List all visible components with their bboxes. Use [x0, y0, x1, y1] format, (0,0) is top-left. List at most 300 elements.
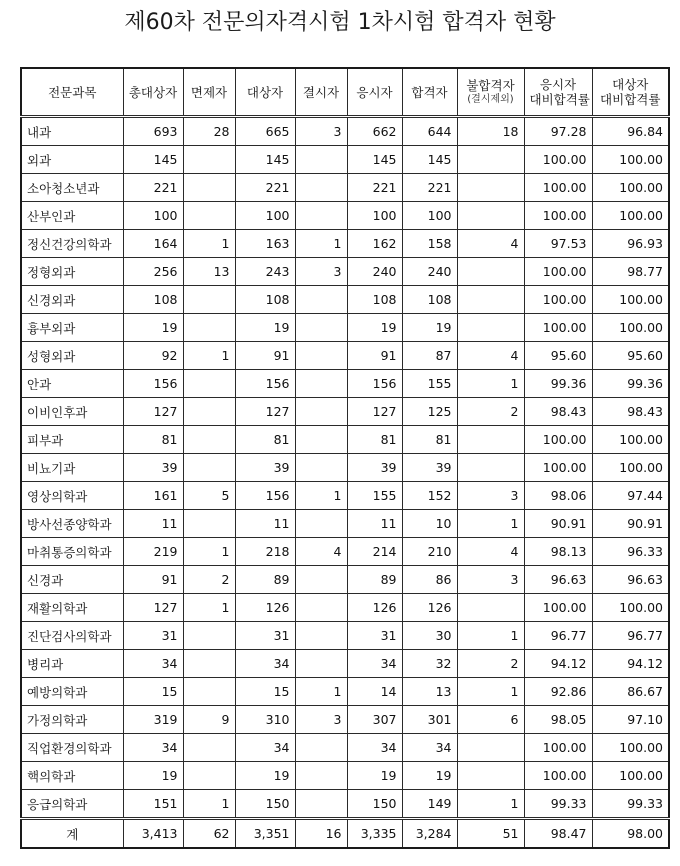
cell-rate-target: 100.00	[592, 454, 669, 482]
cell-rate-examinee: 100.00	[524, 454, 592, 482]
cell-passed: 644	[402, 117, 457, 146]
cell-exempt	[183, 286, 235, 314]
table-row	[21, 566, 669, 594]
totals-passed: 3,284	[402, 819, 457, 849]
cell-passed: 210	[402, 538, 457, 566]
cell-rate-target: 97.44	[592, 482, 669, 510]
cell-rate-examinee: 98.43	[524, 398, 592, 426]
cell-passed: 86	[402, 566, 457, 594]
cell-passed: 81	[402, 426, 457, 454]
table-row	[21, 678, 669, 706]
cell-failed: 4	[457, 538, 524, 566]
cell-specialty: 진단검사의학과	[21, 622, 123, 650]
cell-passed: 30	[402, 622, 457, 650]
cell-exempt: 9	[183, 706, 235, 734]
cell-failed: 3	[457, 566, 524, 594]
cell-examinees: 150	[347, 790, 402, 819]
totals-absent: 16	[295, 819, 347, 849]
cell-examinees: 91	[347, 342, 402, 370]
cell-specialty: 가정의학과	[21, 706, 123, 734]
header-examinees: 응시자	[347, 68, 402, 117]
table-row	[21, 202, 669, 230]
cell-passed: 240	[402, 258, 457, 286]
cell-examinees: 127	[347, 398, 402, 426]
cell-rate-examinee: 97.28	[524, 117, 592, 146]
cell-rate-target: 100.00	[592, 202, 669, 230]
cell-passed: 145	[402, 146, 457, 174]
cell-absent: 3	[295, 258, 347, 286]
cell-absent	[295, 426, 347, 454]
cell-total-target: 161	[123, 482, 183, 510]
header-rate-examinee-line1: 응시자	[539, 77, 577, 92]
cell-total-target: 81	[123, 426, 183, 454]
cell-rate-target: 86.67	[592, 678, 669, 706]
cell-target: 156	[235, 370, 295, 398]
cell-rate-examinee: 97.53	[524, 230, 592, 258]
cell-absent	[295, 510, 347, 538]
header-failed-note: (결시제외)	[467, 94, 514, 105]
cell-absent	[295, 174, 347, 202]
cell-failed	[457, 174, 524, 202]
totals-rate-examinee: 98.47	[524, 819, 592, 849]
cell-specialty: 정형외과	[21, 258, 123, 286]
cell-passed: 100	[402, 202, 457, 230]
cell-exempt	[183, 510, 235, 538]
header-exempt: 면제자	[183, 68, 235, 117]
cell-target: 221	[235, 174, 295, 202]
cell-rate-target: 96.93	[592, 230, 669, 258]
cell-absent	[295, 650, 347, 678]
cell-exempt: 28	[183, 117, 235, 146]
cell-exempt: 1	[183, 594, 235, 622]
cell-examinees: 108	[347, 286, 402, 314]
header-row	[21, 68, 669, 117]
cell-target: 243	[235, 258, 295, 286]
cell-absent	[295, 370, 347, 398]
cell-absent	[295, 454, 347, 482]
cell-exempt	[183, 314, 235, 342]
header-rate-examinee	[524, 68, 592, 117]
table-row	[21, 426, 669, 454]
cell-specialty: 성형외과	[21, 342, 123, 370]
cell-failed: 6	[457, 706, 524, 734]
cell-passed: 301	[402, 706, 457, 734]
cell-rate-target: 95.60	[592, 342, 669, 370]
cell-rate-target: 96.33	[592, 538, 669, 566]
cell-absent	[295, 762, 347, 790]
cell-target: 126	[235, 594, 295, 622]
cell-absent: 3	[295, 117, 347, 146]
totals-target: 3,351	[235, 819, 295, 849]
cell-passed: 34	[402, 734, 457, 762]
cell-target: 310	[235, 706, 295, 734]
cell-target: 100	[235, 202, 295, 230]
cell-exempt	[183, 650, 235, 678]
totals-rate-target: 98.00	[592, 819, 669, 849]
table-row	[21, 370, 669, 398]
totals-total-target: 3,413	[123, 819, 183, 849]
cell-examinees: 156	[347, 370, 402, 398]
totals-row	[21, 819, 669, 849]
cell-target: 218	[235, 538, 295, 566]
cell-rate-target: 100.00	[592, 426, 669, 454]
cell-failed: 2	[457, 650, 524, 678]
cell-rate-examinee: 96.63	[524, 566, 592, 594]
cell-failed	[457, 426, 524, 454]
cell-total-target: 39	[123, 454, 183, 482]
cell-total-target: 127	[123, 594, 183, 622]
results-table	[20, 67, 670, 849]
cell-total-target: 156	[123, 370, 183, 398]
cell-rate-target: 98.77	[592, 258, 669, 286]
cell-specialty: 방사선종양학과	[21, 510, 123, 538]
cell-target: 19	[235, 762, 295, 790]
table-body	[21, 117, 669, 819]
cell-examinees: 155	[347, 482, 402, 510]
cell-target: 127	[235, 398, 295, 426]
table-row	[21, 117, 669, 146]
cell-rate-examinee: 100.00	[524, 286, 592, 314]
cell-rate-target: 100.00	[592, 314, 669, 342]
cell-examinees: 14	[347, 678, 402, 706]
header-rate-target-line2: 대비합격률	[600, 92, 661, 107]
cell-target: 39	[235, 454, 295, 482]
table-row	[21, 538, 669, 566]
table-row	[21, 706, 669, 734]
table-row	[21, 482, 669, 510]
cell-exempt: 1	[183, 790, 235, 819]
cell-rate-examinee: 98.06	[524, 482, 592, 510]
cell-passed: 87	[402, 342, 457, 370]
cell-total-target: 34	[123, 650, 183, 678]
cell-target: 156	[235, 482, 295, 510]
cell-passed: 158	[402, 230, 457, 258]
cell-specialty: 예방의학과	[21, 678, 123, 706]
cell-examinees: 307	[347, 706, 402, 734]
cell-target: 145	[235, 146, 295, 174]
table-row	[21, 454, 669, 482]
cell-rate-target: 96.77	[592, 622, 669, 650]
table-row	[21, 230, 669, 258]
cell-failed	[457, 202, 524, 230]
cell-failed	[457, 314, 524, 342]
cell-rate-examinee: 90.91	[524, 510, 592, 538]
cell-total-target: 127	[123, 398, 183, 426]
cell-specialty: 재활의학과	[21, 594, 123, 622]
cell-rate-examinee: 100.00	[524, 762, 592, 790]
cell-total-target: 11	[123, 510, 183, 538]
table-row	[21, 790, 669, 819]
cell-total-target: 15	[123, 678, 183, 706]
cell-specialty: 신경외과	[21, 286, 123, 314]
cell-total-target: 31	[123, 622, 183, 650]
cell-failed: 4	[457, 230, 524, 258]
cell-failed: 3	[457, 482, 524, 510]
header-rate-target-line1: 대상자	[612, 77, 649, 92]
cell-passed: 39	[402, 454, 457, 482]
cell-total-target: 100	[123, 202, 183, 230]
header-rate-examinee-line2: 대비합격률	[529, 92, 590, 107]
cell-specialty: 흉부외과	[21, 314, 123, 342]
cell-absent	[295, 622, 347, 650]
cell-rate-examinee: 100.00	[524, 314, 592, 342]
table-row	[21, 146, 669, 174]
cell-examinees: 662	[347, 117, 402, 146]
cell-rate-target: 98.43	[592, 398, 669, 426]
cell-absent: 1	[295, 230, 347, 258]
cell-rate-target: 100.00	[592, 146, 669, 174]
cell-total-target: 219	[123, 538, 183, 566]
cell-failed: 1	[457, 790, 524, 819]
cell-examinees: 126	[347, 594, 402, 622]
cell-absent	[295, 146, 347, 174]
cell-absent: 4	[295, 538, 347, 566]
totals-label: 계	[21, 819, 123, 849]
cell-exempt: 5	[183, 482, 235, 510]
cell-passed: 19	[402, 762, 457, 790]
cell-rate-examinee: 100.00	[524, 734, 592, 762]
cell-passed: 155	[402, 370, 457, 398]
header-target: 대상자	[235, 68, 295, 117]
cell-specialty: 영상의학과	[21, 482, 123, 510]
header-failed-label: 불합격자	[466, 78, 515, 93]
cell-failed: 18	[457, 117, 524, 146]
cell-total-target: 34	[123, 734, 183, 762]
cell-exempt: 1	[183, 230, 235, 258]
cell-rate-examinee: 99.33	[524, 790, 592, 819]
header-total-target: 총대상자	[123, 68, 183, 117]
cell-total-target: 164	[123, 230, 183, 258]
cell-rate-target: 99.36	[592, 370, 669, 398]
totals-failed: 51	[457, 819, 524, 849]
cell-rate-examinee: 100.00	[524, 174, 592, 202]
cell-passed: 10	[402, 510, 457, 538]
table-row	[21, 622, 669, 650]
cell-target: 15	[235, 678, 295, 706]
cell-failed	[457, 286, 524, 314]
cell-absent: 1	[295, 678, 347, 706]
cell-rate-examinee: 100.00	[524, 594, 592, 622]
cell-absent	[295, 286, 347, 314]
cell-rate-examinee: 100.00	[524, 146, 592, 174]
cell-rate-target: 94.12	[592, 650, 669, 678]
cell-examinees: 162	[347, 230, 402, 258]
cell-target: 11	[235, 510, 295, 538]
cell-rate-examinee: 100.00	[524, 202, 592, 230]
table-row	[21, 594, 669, 622]
cell-failed: 4	[457, 342, 524, 370]
cell-exempt	[183, 426, 235, 454]
cell-examinees: 214	[347, 538, 402, 566]
cell-target: 19	[235, 314, 295, 342]
cell-specialty: 안과	[21, 370, 123, 398]
cell-total-target: 19	[123, 762, 183, 790]
cell-absent	[295, 314, 347, 342]
totals-examinees: 3,335	[347, 819, 402, 849]
cell-exempt	[183, 622, 235, 650]
cell-passed: 149	[402, 790, 457, 819]
cell-absent	[295, 566, 347, 594]
cell-specialty: 이비인후과	[21, 398, 123, 426]
cell-failed: 1	[457, 622, 524, 650]
cell-specialty: 직업환경의학과	[21, 734, 123, 762]
cell-rate-examinee: 100.00	[524, 426, 592, 454]
cell-exempt	[183, 398, 235, 426]
cell-total-target: 108	[123, 286, 183, 314]
cell-rate-target: 96.63	[592, 566, 669, 594]
table-row	[21, 342, 669, 370]
cell-target: 31	[235, 622, 295, 650]
cell-exempt	[183, 202, 235, 230]
cell-examinees: 31	[347, 622, 402, 650]
cell-absent	[295, 734, 347, 762]
cell-specialty: 핵의학과	[21, 762, 123, 790]
cell-passed: 108	[402, 286, 457, 314]
cell-exempt	[183, 174, 235, 202]
cell-failed	[457, 762, 524, 790]
cell-examinees: 100	[347, 202, 402, 230]
cell-failed: 2	[457, 398, 524, 426]
header-failed	[457, 68, 524, 117]
header-passed: 합격자	[402, 68, 457, 117]
cell-passed: 152	[402, 482, 457, 510]
cell-rate-target: 100.00	[592, 734, 669, 762]
header-rate-target	[592, 68, 669, 117]
cell-examinees: 145	[347, 146, 402, 174]
table-row	[21, 650, 669, 678]
table-row	[21, 510, 669, 538]
cell-total-target: 91	[123, 566, 183, 594]
cell-rate-examinee: 92.86	[524, 678, 592, 706]
cell-specialty: 내과	[21, 117, 123, 146]
header-specialty: 전문과목	[21, 68, 123, 117]
table-row	[21, 174, 669, 202]
cell-examinees: 89	[347, 566, 402, 594]
cell-rate-examinee: 100.00	[524, 258, 592, 286]
cell-examinees: 39	[347, 454, 402, 482]
cell-exempt: 1	[183, 538, 235, 566]
cell-failed	[457, 454, 524, 482]
cell-target: 34	[235, 734, 295, 762]
cell-total-target: 19	[123, 314, 183, 342]
cell-examinees: 221	[347, 174, 402, 202]
cell-absent	[295, 594, 347, 622]
table-row	[21, 398, 669, 426]
cell-examinees: 34	[347, 650, 402, 678]
totals-exempt: 62	[183, 819, 235, 849]
cell-examinees: 81	[347, 426, 402, 454]
page-title: 제60차 전문의자격시험 1차시험 합격자 현황	[124, 10, 556, 35]
cell-rate-examinee: 96.77	[524, 622, 592, 650]
cell-specialty: 비뇨기과	[21, 454, 123, 482]
cell-target: 665	[235, 117, 295, 146]
cell-rate-target: 97.10	[592, 706, 669, 734]
cell-target: 34	[235, 650, 295, 678]
cell-rate-target: 100.00	[592, 762, 669, 790]
cell-rate-examinee: 95.60	[524, 342, 592, 370]
cell-rate-target: 96.84	[592, 117, 669, 146]
table-row	[21, 258, 669, 286]
cell-exempt	[183, 146, 235, 174]
cell-rate-examinee: 98.05	[524, 706, 592, 734]
cell-failed	[457, 734, 524, 762]
cell-total-target: 256	[123, 258, 183, 286]
cell-rate-examinee: 99.36	[524, 370, 592, 398]
cell-total-target: 145	[123, 146, 183, 174]
cell-examinees: 240	[347, 258, 402, 286]
cell-exempt	[183, 734, 235, 762]
cell-specialty: 신경과	[21, 566, 123, 594]
table-row	[21, 734, 669, 762]
cell-absent	[295, 398, 347, 426]
cell-total-target: 319	[123, 706, 183, 734]
cell-target: 150	[235, 790, 295, 819]
cell-specialty: 응급의학과	[21, 790, 123, 819]
cell-examinees: 34	[347, 734, 402, 762]
cell-specialty: 병리과	[21, 650, 123, 678]
cell-rate-target: 100.00	[592, 594, 669, 622]
cell-examinees: 19	[347, 314, 402, 342]
cell-absent: 3	[295, 706, 347, 734]
cell-absent	[295, 342, 347, 370]
cell-rate-target: 100.00	[592, 286, 669, 314]
header-absent: 결시자	[295, 68, 347, 117]
cell-specialty: 정신건강의학과	[21, 230, 123, 258]
cell-failed: 1	[457, 370, 524, 398]
cell-rate-examinee: 94.12	[524, 650, 592, 678]
cell-rate-target: 100.00	[592, 174, 669, 202]
cell-total-target: 693	[123, 117, 183, 146]
cell-absent	[295, 202, 347, 230]
cell-specialty: 산부인과	[21, 202, 123, 230]
cell-absent: 1	[295, 482, 347, 510]
cell-passed: 126	[402, 594, 457, 622]
cell-specialty: 피부과	[21, 426, 123, 454]
cell-exempt	[183, 678, 235, 706]
cell-passed: 221	[402, 174, 457, 202]
cell-target: 89	[235, 566, 295, 594]
cell-failed	[457, 146, 524, 174]
cell-failed: 1	[457, 678, 524, 706]
cell-exempt: 1	[183, 342, 235, 370]
cell-examinees: 11	[347, 510, 402, 538]
cell-total-target: 92	[123, 342, 183, 370]
cell-failed	[457, 258, 524, 286]
cell-absent	[295, 790, 347, 819]
cell-examinees: 19	[347, 762, 402, 790]
cell-passed: 13	[402, 678, 457, 706]
cell-exempt	[183, 762, 235, 790]
cell-exempt: 13	[183, 258, 235, 286]
table-row	[21, 762, 669, 790]
cell-passed: 19	[402, 314, 457, 342]
cell-specialty: 마취통증의학과	[21, 538, 123, 566]
cell-specialty: 외과	[21, 146, 123, 174]
cell-total-target: 151	[123, 790, 183, 819]
table-row	[21, 286, 669, 314]
cell-passed: 32	[402, 650, 457, 678]
table-row	[21, 314, 669, 342]
cell-specialty: 소아청소년과	[21, 174, 123, 202]
cell-rate-target: 90.91	[592, 510, 669, 538]
cell-target: 163	[235, 230, 295, 258]
cell-exempt	[183, 454, 235, 482]
cell-exempt: 2	[183, 566, 235, 594]
cell-failed	[457, 594, 524, 622]
cell-exempt	[183, 370, 235, 398]
cell-rate-examinee: 98.13	[524, 538, 592, 566]
cell-failed: 1	[457, 510, 524, 538]
